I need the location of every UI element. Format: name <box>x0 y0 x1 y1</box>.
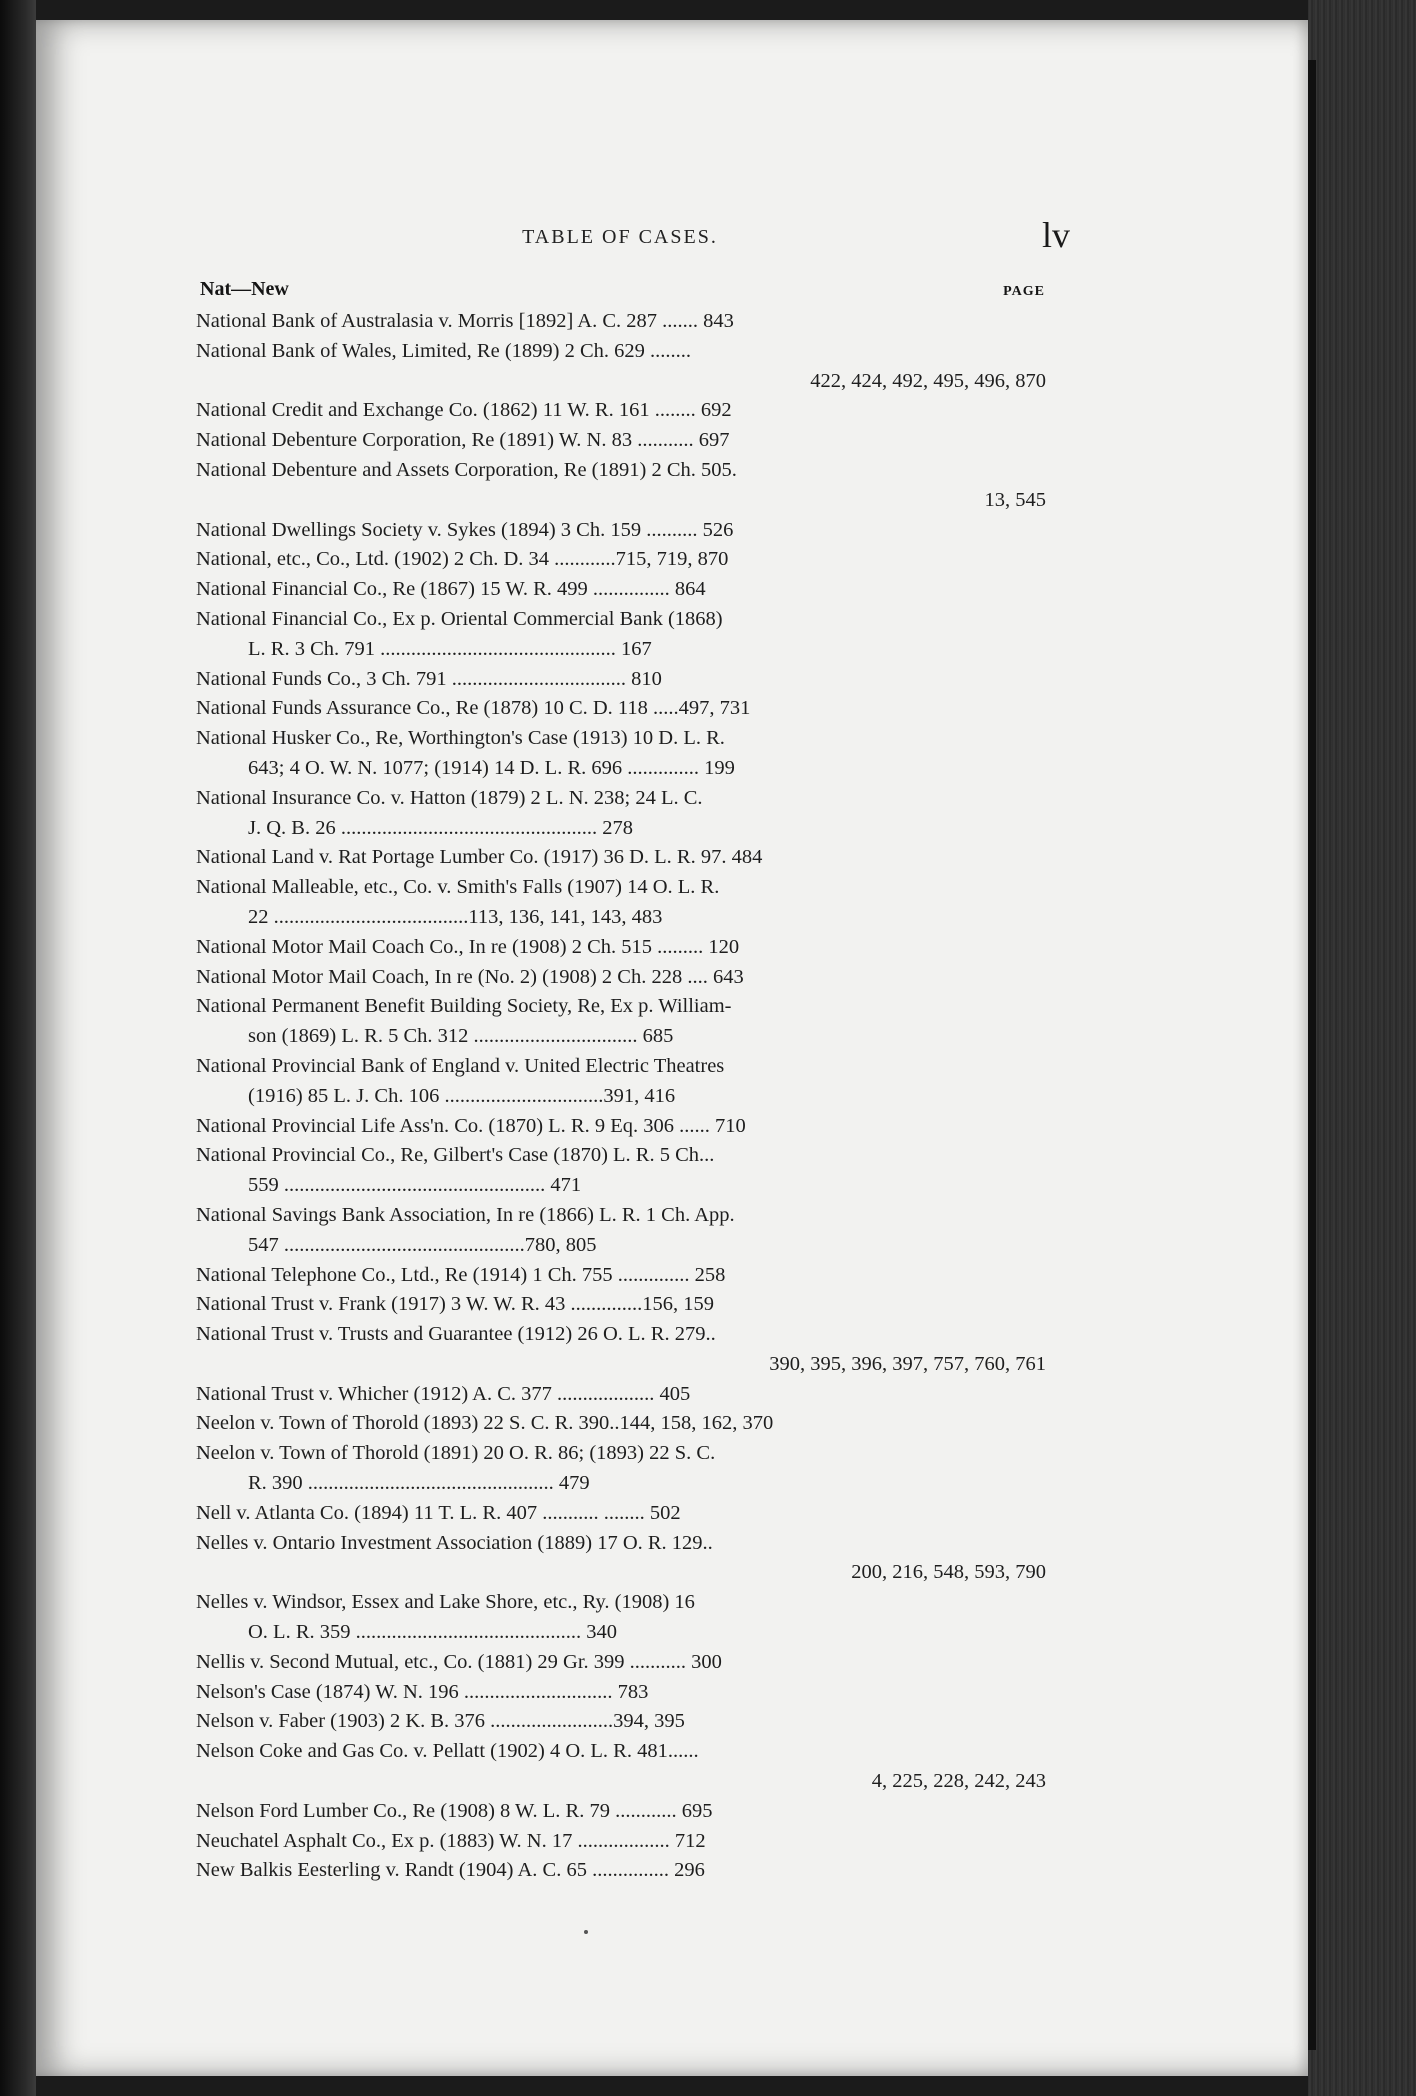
section-header-row <box>200 278 1045 301</box>
case-entry-line: Nelson Ford Lumber Co., Re (1908) 8 W. L. R. 79 ............ 695 <box>196 1799 713 1822</box>
case-entry-line: National Debenture Corporation, Re (1891) W. N. 83 ........... 697 <box>196 429 730 452</box>
case-entry-continuation: 22 ......................................113, 136, 141, 143, 483 <box>248 905 663 928</box>
case-entry-line: National Funds Assurance Co., Re (1878) 10 C. D. 118 .....497, 731 <box>196 697 751 720</box>
case-entry-line: Nelson Coke and Gas Co. v. Pellatt (1902) 4 O. L. R. 481...... <box>196 1740 699 1763</box>
case-entry-line: National Insurance Co. v. Hatton (1879) 2 L. N. 238; 24 L. C. <box>196 786 703 809</box>
case-entry-continuation: 559 ................................................... 471 <box>248 1174 582 1197</box>
case-entry-line: Nelson v. Faber (1903) 2 K. B. 376 ........................394, 395 <box>196 1710 685 1733</box>
page-references-line: 390, 395, 396, 397, 757, 760, 761 <box>769 1352 1046 1375</box>
page-references-line: 13, 545 <box>984 488 1046 511</box>
case-entry-line: National Husker Co., Re, Worthington's Case (1913) 10 D. L. R. <box>196 727 725 750</box>
case-entry-line: National Credit and Exchange Co. (1862) 11 W. R. 161 ........ 692 <box>196 399 732 422</box>
case-entry-line: National Funds Co., 3 Ch. 791 .................................. 810 <box>196 667 662 690</box>
case-entry-line: National Dwellings Society v. Sykes (1894) 3 Ch. 159 .......... 526 <box>196 518 734 541</box>
case-entry-line: National Permanent Benefit Building Society, Re, Ex p. William- <box>196 995 732 1018</box>
case-entry-line: National Provincial Life Ass'n. Co. (1870) L. R. 9 Eq. 306 ...... 710 <box>196 1114 746 1137</box>
case-entry-line: National Trust v. Whicher (1912) A. C. 377 ................... 405 <box>196 1382 691 1405</box>
case-entry-line: National Financial Co., Re (1867) 15 W. R. 499 ............... 864 <box>196 578 706 601</box>
case-entry-line: National, etc., Co., Ltd. (1902) 2 Ch. D. 34 ............715, 719, 870 <box>196 548 729 571</box>
page-column-label: PAGE <box>1003 284 1045 299</box>
case-entry-line: National Telephone Co., Ltd., Re (1914) 1 Ch. 755 .............. 258 <box>196 1263 726 1286</box>
page-references-line: 422, 424, 492, 495, 496, 870 <box>810 369 1046 392</box>
case-entry-line: National Trust v. Frank (1917) 3 W. W. R. 43 ..............156, 159 <box>196 1293 715 1316</box>
case-entry-line: Nelson's Case (1874) W. N. 196 ............................. 783 <box>196 1680 649 1703</box>
page-references-line: 200, 216, 548, 593, 790 <box>851 1561 1046 1584</box>
case-entry-line: National Malleable, etc., Co. v. Smith's Falls (1907) 14 O. L. R. <box>196 876 720 899</box>
case-entry-line: National Motor Mail Coach, In re (No. 2) (1908) 2 Ch. 228 .... 643 <box>196 965 744 988</box>
case-entry-line: National Savings Bank Association, In re (1866) L. R. 1 Ch. App. <box>196 1203 735 1226</box>
case-entry-line: National Financial Co., Ex p. Oriental Commercial Bank (1868) <box>196 607 723 630</box>
case-entry-line: Nell v. Atlanta Co. (1894) 11 T. L. R. 407 ........... ........ 502 <box>196 1501 681 1524</box>
case-entry-line: National Trust v. Trusts and Guarantee (1912) 26 O. L. R. 279.. <box>196 1323 716 1346</box>
running-head: TABLE OF CASES. <box>522 226 718 248</box>
case-list <box>196 307 1046 1886</box>
case-entry-line: National Bank of Australasia v. Morris [1892] A. C. 287 ....... 843 <box>196 310 734 332</box>
case-entry-continuation: L. R. 3 Ch. 791 .............................................. 167 <box>248 637 652 660</box>
case-entry-line: National Provincial Bank of England v. United Electric Theatres <box>196 1054 725 1077</box>
page-references-line: 4, 225, 228, 242, 243 <box>871 1770 1046 1793</box>
case-entry-continuation: 547 ...............................................780, 805 <box>248 1233 597 1256</box>
case-entry-line: National Bank of Wales, Limited, Re (1899) 2 Ch. 629 ........ <box>196 339 692 362</box>
book-page-edges <box>1308 0 1416 2096</box>
case-entry-line: National Land v. Rat Portage Lumber Co. (1917) 36 D. L. R. 97. 484 <box>196 846 763 869</box>
case-entry-line: New Balkis Eesterling v. Randt (1904) A. C. 65 ............... 296 <box>196 1859 705 1882</box>
case-entry-continuation: J. Q. B. 26 .................................................. 278 <box>248 816 633 839</box>
case-entry-continuation: 643; 4 O. W. N. 1077; (1914) 14 D. L. R. 696 .............. 199 <box>248 756 735 779</box>
case-entry-line: National Debenture and Assets Corporation, Re (1891) 2 Ch. 505. <box>196 458 737 481</box>
case-entry-continuation: son (1869) L. R. 5 Ch. 312 ................................ 685 <box>248 1025 674 1048</box>
case-entry-line: Nellis v. Second Mutual, etc., Co. (1881) 29 Gr. 399 ........... 300 <box>196 1650 722 1673</box>
case-entry-line: Neuchatel Asphalt Co., Ex p. (1883) W. N. 17 .................. 712 <box>196 1829 706 1852</box>
case-entry-line: Nelles v. Ontario Investment Association (1889) 17 O. R. 129.. <box>196 1531 713 1554</box>
case-entry-line: National Provincial Co., Re, Gilbert's Case (1870) L. R. 5 Ch... <box>196 1144 715 1167</box>
case-entry-continuation: R. 390 ................................................ 479 <box>248 1472 590 1495</box>
case-entry-line: National Motor Mail Coach Co., In re (1908) 2 Ch. 515 ......... 120 <box>196 935 740 958</box>
stray-ink-mark <box>584 1930 588 1934</box>
section-range-label: Nat—New <box>200 278 289 300</box>
case-entry-continuation: O. L. R. 359 ............................................ 340 <box>248 1621 617 1644</box>
page-number: lv <box>1041 215 1070 255</box>
case-entry-line: Nelles v. Windsor, Essex and Lake Shore, etc., Ry. (1908) 16 <box>196 1591 695 1614</box>
scan-left-edge <box>0 0 36 2096</box>
case-entry-continuation: (1916) 85 L. J. Ch. 106 ...............................391, 416 <box>248 1084 676 1107</box>
case-entry-line: Neelon v. Town of Thorold (1893) 22 S. C. R. 390..144, 158, 162, 370 <box>196 1412 774 1435</box>
case-entry-line: Neelon v. Town of Thorold (1891) 20 O. R. 86; (1893) 22 S. C. <box>196 1442 716 1465</box>
